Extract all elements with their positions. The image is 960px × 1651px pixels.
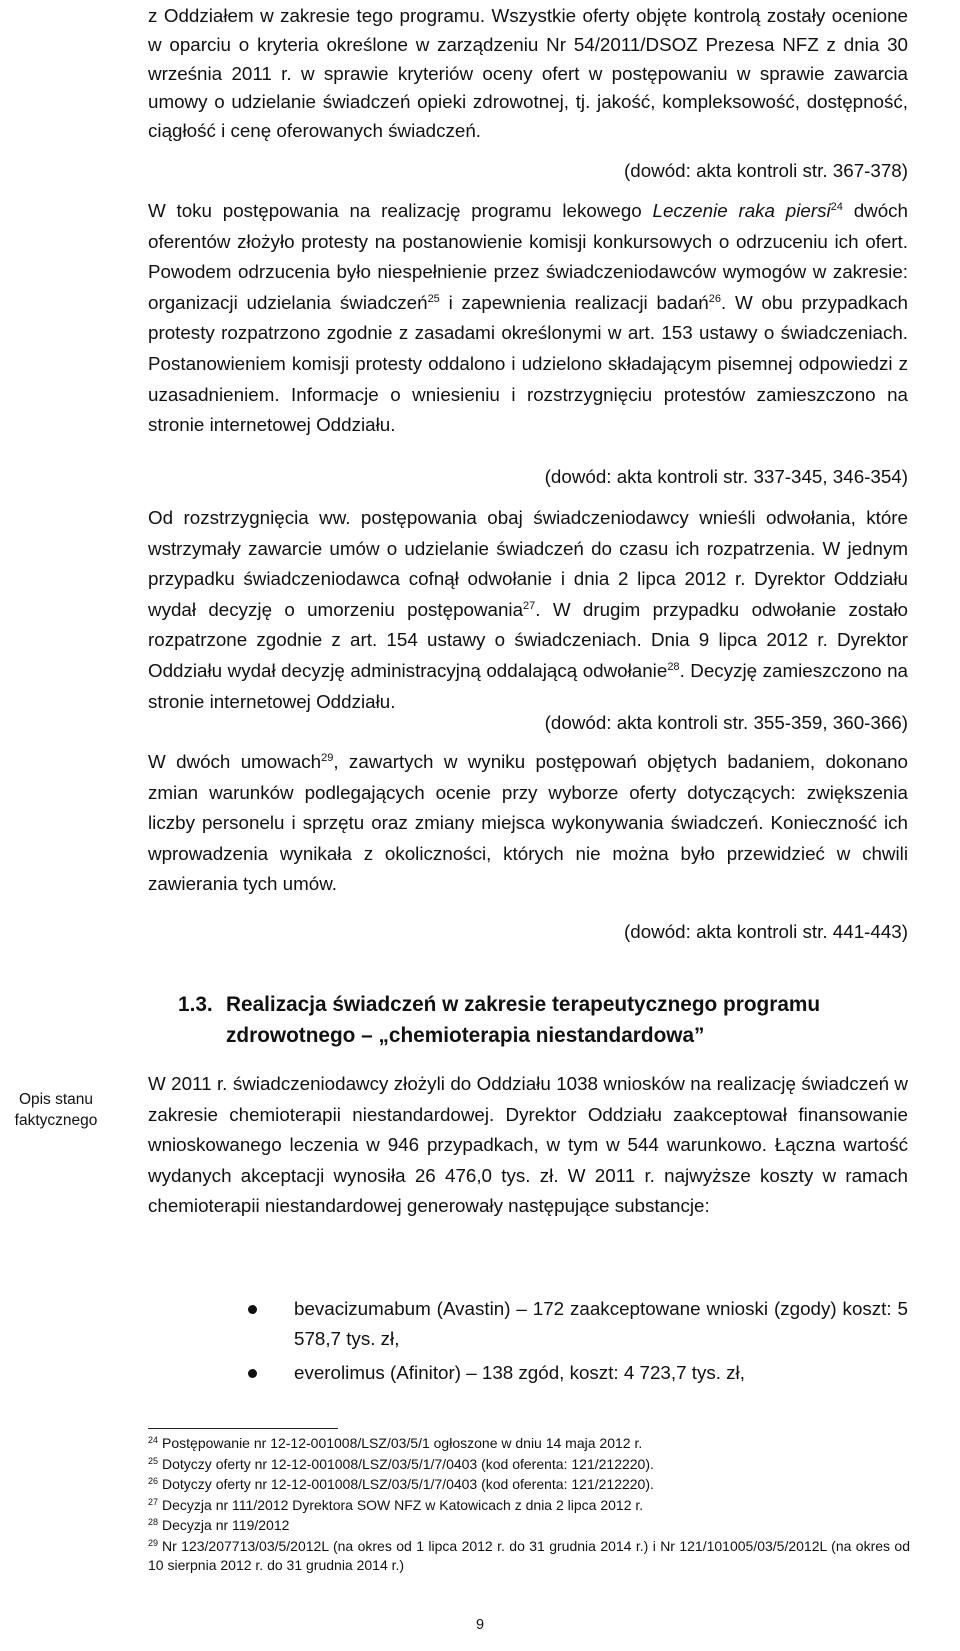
paragraph-appeals: [148, 503, 908, 717]
text-run: i zapewnienia realizacji badań: [439, 291, 709, 313]
footnote-number: 28: [148, 1517, 159, 1527]
text-run: dwóch oferentów złożyło protesty na postanowienie komisji konkursowych o odrzuceniu ich ofert. Powodem odrzucenia było niespełnienie przez świadczeniodawców wymogów w zakresie: organizacji udzielania świadczeń: [148, 200, 908, 313]
program-name: Leczenie raka piersi: [652, 200, 831, 221]
footnote: [148, 1475, 910, 1495]
text-run: . W drugim przypadku odwołanie zostało rozpatrzone zgodnie z art. 154 ustawy o świadczeniach. Dnia 9 lipca 2012 r. Dyrektor Oddziału wydał decyzję administracyjną oddalającą odwołanie: [148, 598, 908, 681]
footnote-ref[interactable]: 26: [708, 292, 721, 305]
substance-list: [248, 1294, 908, 1392]
evidence-reference: (dowód: akta kontroli str. 441-443): [624, 921, 908, 942]
text-run: Od rozstrzygnięcia ww. postępowania obaj świadczeniodawcy wnieśli odwołania, które wstrzymały zawarcie umów o udzielanie świadczeń do czasu ich rozpatrzenia. W jednym przypadku świadczeniodawca cofnął odwołanie i dnia 2 lipca 2012 r. Dyrektor Oddziału wydał decyzję o umorzeniu postępowania: [148, 507, 908, 620]
footnote: [148, 1434, 910, 1454]
footnotes: [148, 1434, 910, 1577]
footnote-text: Postępowanie nr 12-12-001008/LSZ/03/5/1 ogłoszone w dniu 14 maja 2012 r.: [162, 1435, 643, 1451]
bullet-icon: [248, 1369, 257, 1378]
list-item-text: bevacizumabum (Avastin) – 172 zaakceptowane wnioski (zgody) koszt: 5 578,7 tys. zł,: [294, 1298, 908, 1349]
footnote-number: 27: [148, 1496, 159, 1507]
bullet-icon: [248, 1305, 257, 1314]
footnote: [148, 1537, 910, 1576]
footnote-text: Dotyczy oferty nr 12-12-001008/LSZ/03/5/1/7/0403 (kod oferenta: 121/212220).: [162, 1476, 654, 1492]
footnote-ref[interactable]: 25: [427, 292, 440, 305]
text-run: , zawartych w wyniku postępowań objętych badaniem, dokonano zmian warunków podlegających ocenie przy wyborze oferty dotyczących: zwiększenia liczby personelu i sprzętu oraz zmiany miejsca wykonywania świadczeń. Konieczność ich wprowadzenia wynikała z okoliczności, których nie można było przewidzieć w chwili zawierania tych umów.: [148, 751, 908, 895]
paragraph-chemotherapy: W 2011 r. świadczeniodawcy złożyli do Oddziału 1038 wniosków na realizację świadczeń w zakresie chemioterapii niestandardowej. Dyrektor Oddziału zaakceptował finansowanie wnioskowanego leczenia w 946 przypadkach, w tym w 544 warunkowo. Łączna wartość wydanych akceptacji wynosiła 26 476,0 tys. zł. W 2011 r. najwyższe koszty w ramach chemioterapii niestandardowej generowały następujące substancje:: [148, 1073, 908, 1217]
text-run: W toku postępowania na realizację programu lekowego: [148, 200, 653, 221]
section-number: 1.3.: [178, 993, 213, 1016]
footnote-ref[interactable]: 28: [667, 660, 680, 673]
footnote-ref[interactable]: 27: [523, 599, 536, 612]
text-run: . Decyzję zamieszczono na stronie internetowej Oddziału.: [148, 659, 909, 712]
footnote-number: 24: [148, 1435, 159, 1445]
footnote-divider: [148, 1428, 338, 1429]
section-title-line1: Realizacja świadczeń w zakresie terapeutycznego programu: [226, 993, 821, 1016]
text-run: W dwóch umowach: [148, 751, 322, 772]
text-run: . W obu przypadkach protesty rozpatrzono zgodnie z zasadami określonymi w art. 153 ustawy o świadczeniach. Postanowieniem komisji protesty oddalono i udzielono składającym pisemnej odpowiedzi z uzasadnieniem. Informacje o wniesieniu i rozstrzygnięciu protestów zamieszczono na stronie internetowej Oddziału.: [148, 291, 909, 436]
footnote-text: Dotyczy oferty nr 12-12-001008/LSZ/03/5/1/7/0403 (kod oferenta: 121/212220).: [162, 1455, 654, 1472]
section-title-line2: zdrowotnego – „chemioterapia niestandardowa”: [226, 1024, 705, 1047]
footnote: [148, 1455, 910, 1475]
sidebar-label: Opis stanu faktycznego: [14, 1091, 98, 1129]
list-item: [248, 1294, 908, 1354]
evidence-reference: (dowód: akta kontroli str. 337-345, 346-354): [544, 466, 908, 487]
footnote-number: 29: [148, 1537, 159, 1548]
evidence-reference: (dowód: akta kontroli str. 355-359, 360-366): [544, 712, 908, 733]
footnote: [148, 1516, 910, 1536]
footnote-ref[interactable]: 29: [321, 752, 334, 764]
list-item: [248, 1358, 908, 1388]
footnote: [148, 1496, 910, 1516]
footnote-text: Decyzja nr 119/2012: [162, 1517, 290, 1533]
footnote-number: 25: [148, 1455, 159, 1466]
footnote-text: Decyzja nr 111/2012 Dyrektora SOW NFZ w Katowicach z dnia 2 lipca 2012 r.: [162, 1496, 644, 1513]
list-item-text: everolimus (Afinitor) – 138 zgód, koszt: 4 723,7 tys. zł,: [294, 1362, 745, 1383]
footnote-text: Nr 123/207713/03/5/2012L (na okres od 1 lipca 2012 r. do 31 grudnia 2014 r.) i Nr 121/101005/03/5/2012L (na okres od 10 sierpnia 2012 r. do 31 grudnia 2014 r.): [148, 1537, 910, 1573]
page-number: 9: [475, 1617, 485, 1633]
section-heading: [178, 989, 918, 1051]
paragraph-criteria: z Oddziałem w zakresie tego programu. Wszystkie oferty objęte kontrolą zostały ocenione w oparciu o kryteria określone w zarządzeniu Nr 54/2011/DSOZ Prezesa NFZ z dnia 30 września 2011 r. w sprawie kryteriów oceny ofert w postępowaniu w sprawie zawarcia umowy o udzielanie świadczeń opieki zdrowotnej, tj. jakość, kompleksowość, dostępność, ciągłość i cenę oferowanych świadczeń.: [148, 5, 908, 142]
evidence-reference: (dowód: akta kontroli str. 367-378): [624, 160, 908, 181]
footnote-number: 26: [148, 1476, 159, 1486]
paragraph-contract-changes: [148, 747, 908, 900]
footnote-ref[interactable]: 24: [830, 201, 843, 213]
paragraph-protests: [148, 196, 908, 441]
